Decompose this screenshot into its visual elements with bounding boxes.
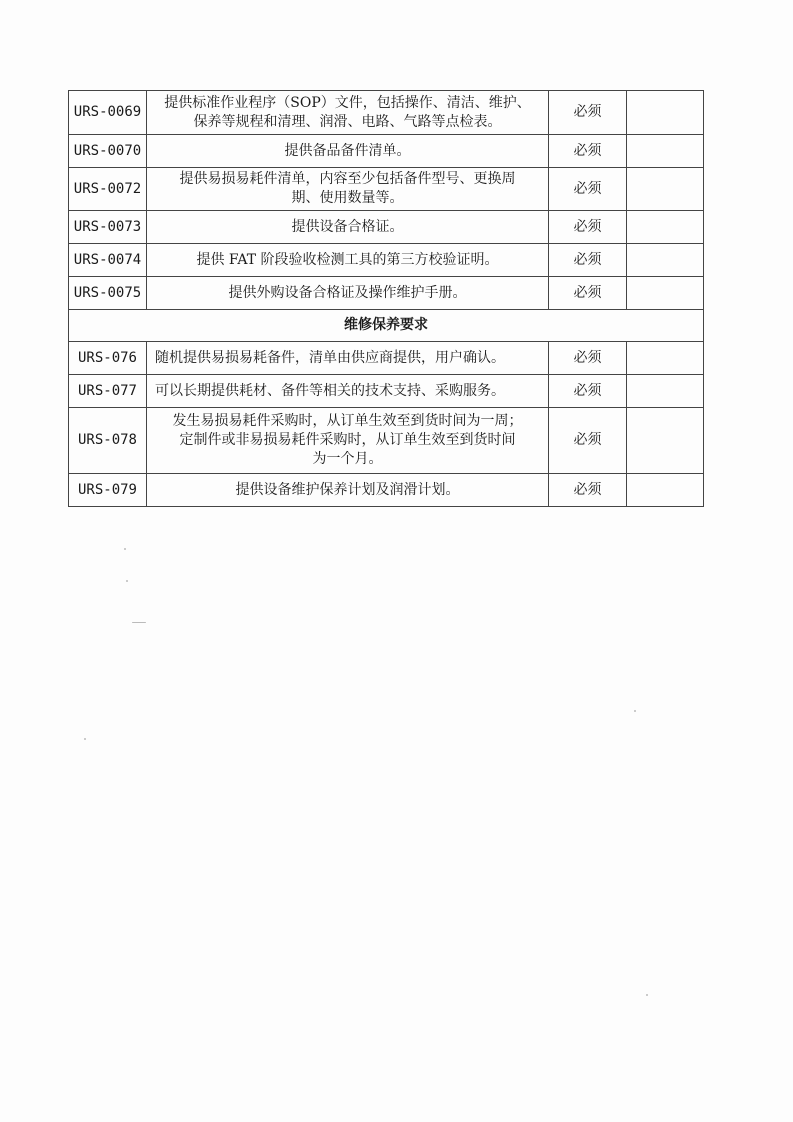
description-line: 提供设备合格证。 — [291, 218, 404, 235]
description-line: 可以长期提供耗材、备件等相关的技术支持、采购服务。 — [155, 382, 505, 399]
description-line: 随机提供易损易耗备件，清单由供应商提供，用户确认。 — [155, 349, 505, 366]
requirement-level: 必须 — [549, 474, 627, 507]
table-row — [69, 91, 704, 135]
requirement-level: 必须 — [549, 408, 627, 474]
requirement-level: 必须 — [549, 91, 627, 135]
note-cell — [627, 135, 704, 168]
description-line: 定制件或非易损易耗件采购时，从订单生效至到货时间 — [179, 432, 516, 448]
scan-speck — [132, 622, 146, 623]
table-row — [69, 168, 704, 211]
description-line: 保养等规程和清理、润滑、电路、气路等点检表。 — [193, 113, 502, 130]
description-line: 提供易损易耗件清单，内容至少包括备件型号、更换周 — [179, 171, 516, 187]
scan-speck — [634, 710, 636, 712]
requirement-description — [147, 408, 549, 474]
requirement-level: 必须 — [549, 211, 627, 244]
requirement-description — [147, 168, 549, 211]
note-cell — [627, 211, 704, 244]
table-row — [69, 135, 704, 168]
requirement-id: URS-0073 — [69, 211, 147, 244]
note-cell — [627, 168, 704, 211]
requirement-level: 必须 — [549, 135, 627, 168]
section-header-row — [69, 310, 704, 342]
requirement-id: URS-0072 — [69, 168, 147, 211]
note-cell — [627, 91, 704, 135]
requirement-description — [147, 474, 549, 507]
description-line: 提供标准作业程序（SOP）文件，包括操作、清洁、维护、 — [164, 94, 531, 111]
requirement-id: URS-0070 — [69, 135, 147, 168]
section-title: 维修保养要求 — [69, 310, 704, 342]
table-row — [69, 211, 704, 244]
requirement-description — [147, 91, 549, 135]
description-line: 提供设备维护保养计划及润滑计划。 — [235, 481, 460, 498]
note-cell — [627, 277, 704, 310]
requirement-description — [147, 211, 549, 244]
requirement-level: 必须 — [549, 342, 627, 375]
requirement-description — [147, 135, 549, 168]
scan-speck — [126, 580, 128, 582]
requirement-description — [147, 244, 549, 277]
requirement-level: 必须 — [549, 277, 627, 310]
requirement-id: URS-078 — [69, 408, 147, 474]
urs-requirements-table — [68, 90, 704, 507]
requirement-level: 必须 — [549, 375, 627, 408]
table-row — [69, 277, 704, 310]
description-line: 提供备品备件清单。 — [284, 142, 411, 159]
description-line: 提供外购设备合格证及操作维护手册。 — [228, 284, 467, 301]
requirement-level: 必须 — [549, 244, 627, 277]
note-cell — [627, 408, 704, 474]
scan-speck — [84, 738, 86, 740]
note-cell — [627, 375, 704, 408]
requirement-id: URS-076 — [69, 342, 147, 375]
description-line: 期、使用数量等。 — [291, 190, 404, 206]
note-cell — [627, 342, 704, 375]
table-row — [69, 408, 704, 474]
table-row — [69, 375, 704, 408]
description-line: 提供 FAT 阶段验收检测工具的第三方校验证明。 — [196, 251, 499, 268]
requirement-id: URS-079 — [69, 474, 147, 507]
requirement-id: URS-0074 — [69, 244, 147, 277]
description-line: 为一个月。 — [312, 451, 383, 467]
requirement-id: URS-0069 — [69, 91, 147, 135]
note-cell — [627, 244, 704, 277]
table-row — [69, 244, 704, 277]
requirement-level: 必须 — [549, 168, 627, 211]
note-cell — [627, 474, 704, 507]
table-row — [69, 342, 704, 375]
requirement-id: URS-0075 — [69, 277, 147, 310]
description-line: 发生易损易耗件采购时，从订单生效至到货时间为一周； — [172, 413, 523, 429]
scan-speck — [124, 548, 126, 550]
requirement-description — [147, 342, 549, 375]
requirement-description — [147, 375, 549, 408]
requirement-description — [147, 277, 549, 310]
table-row — [69, 474, 704, 507]
requirement-id: URS-077 — [69, 375, 147, 408]
scan-speck — [646, 994, 648, 996]
